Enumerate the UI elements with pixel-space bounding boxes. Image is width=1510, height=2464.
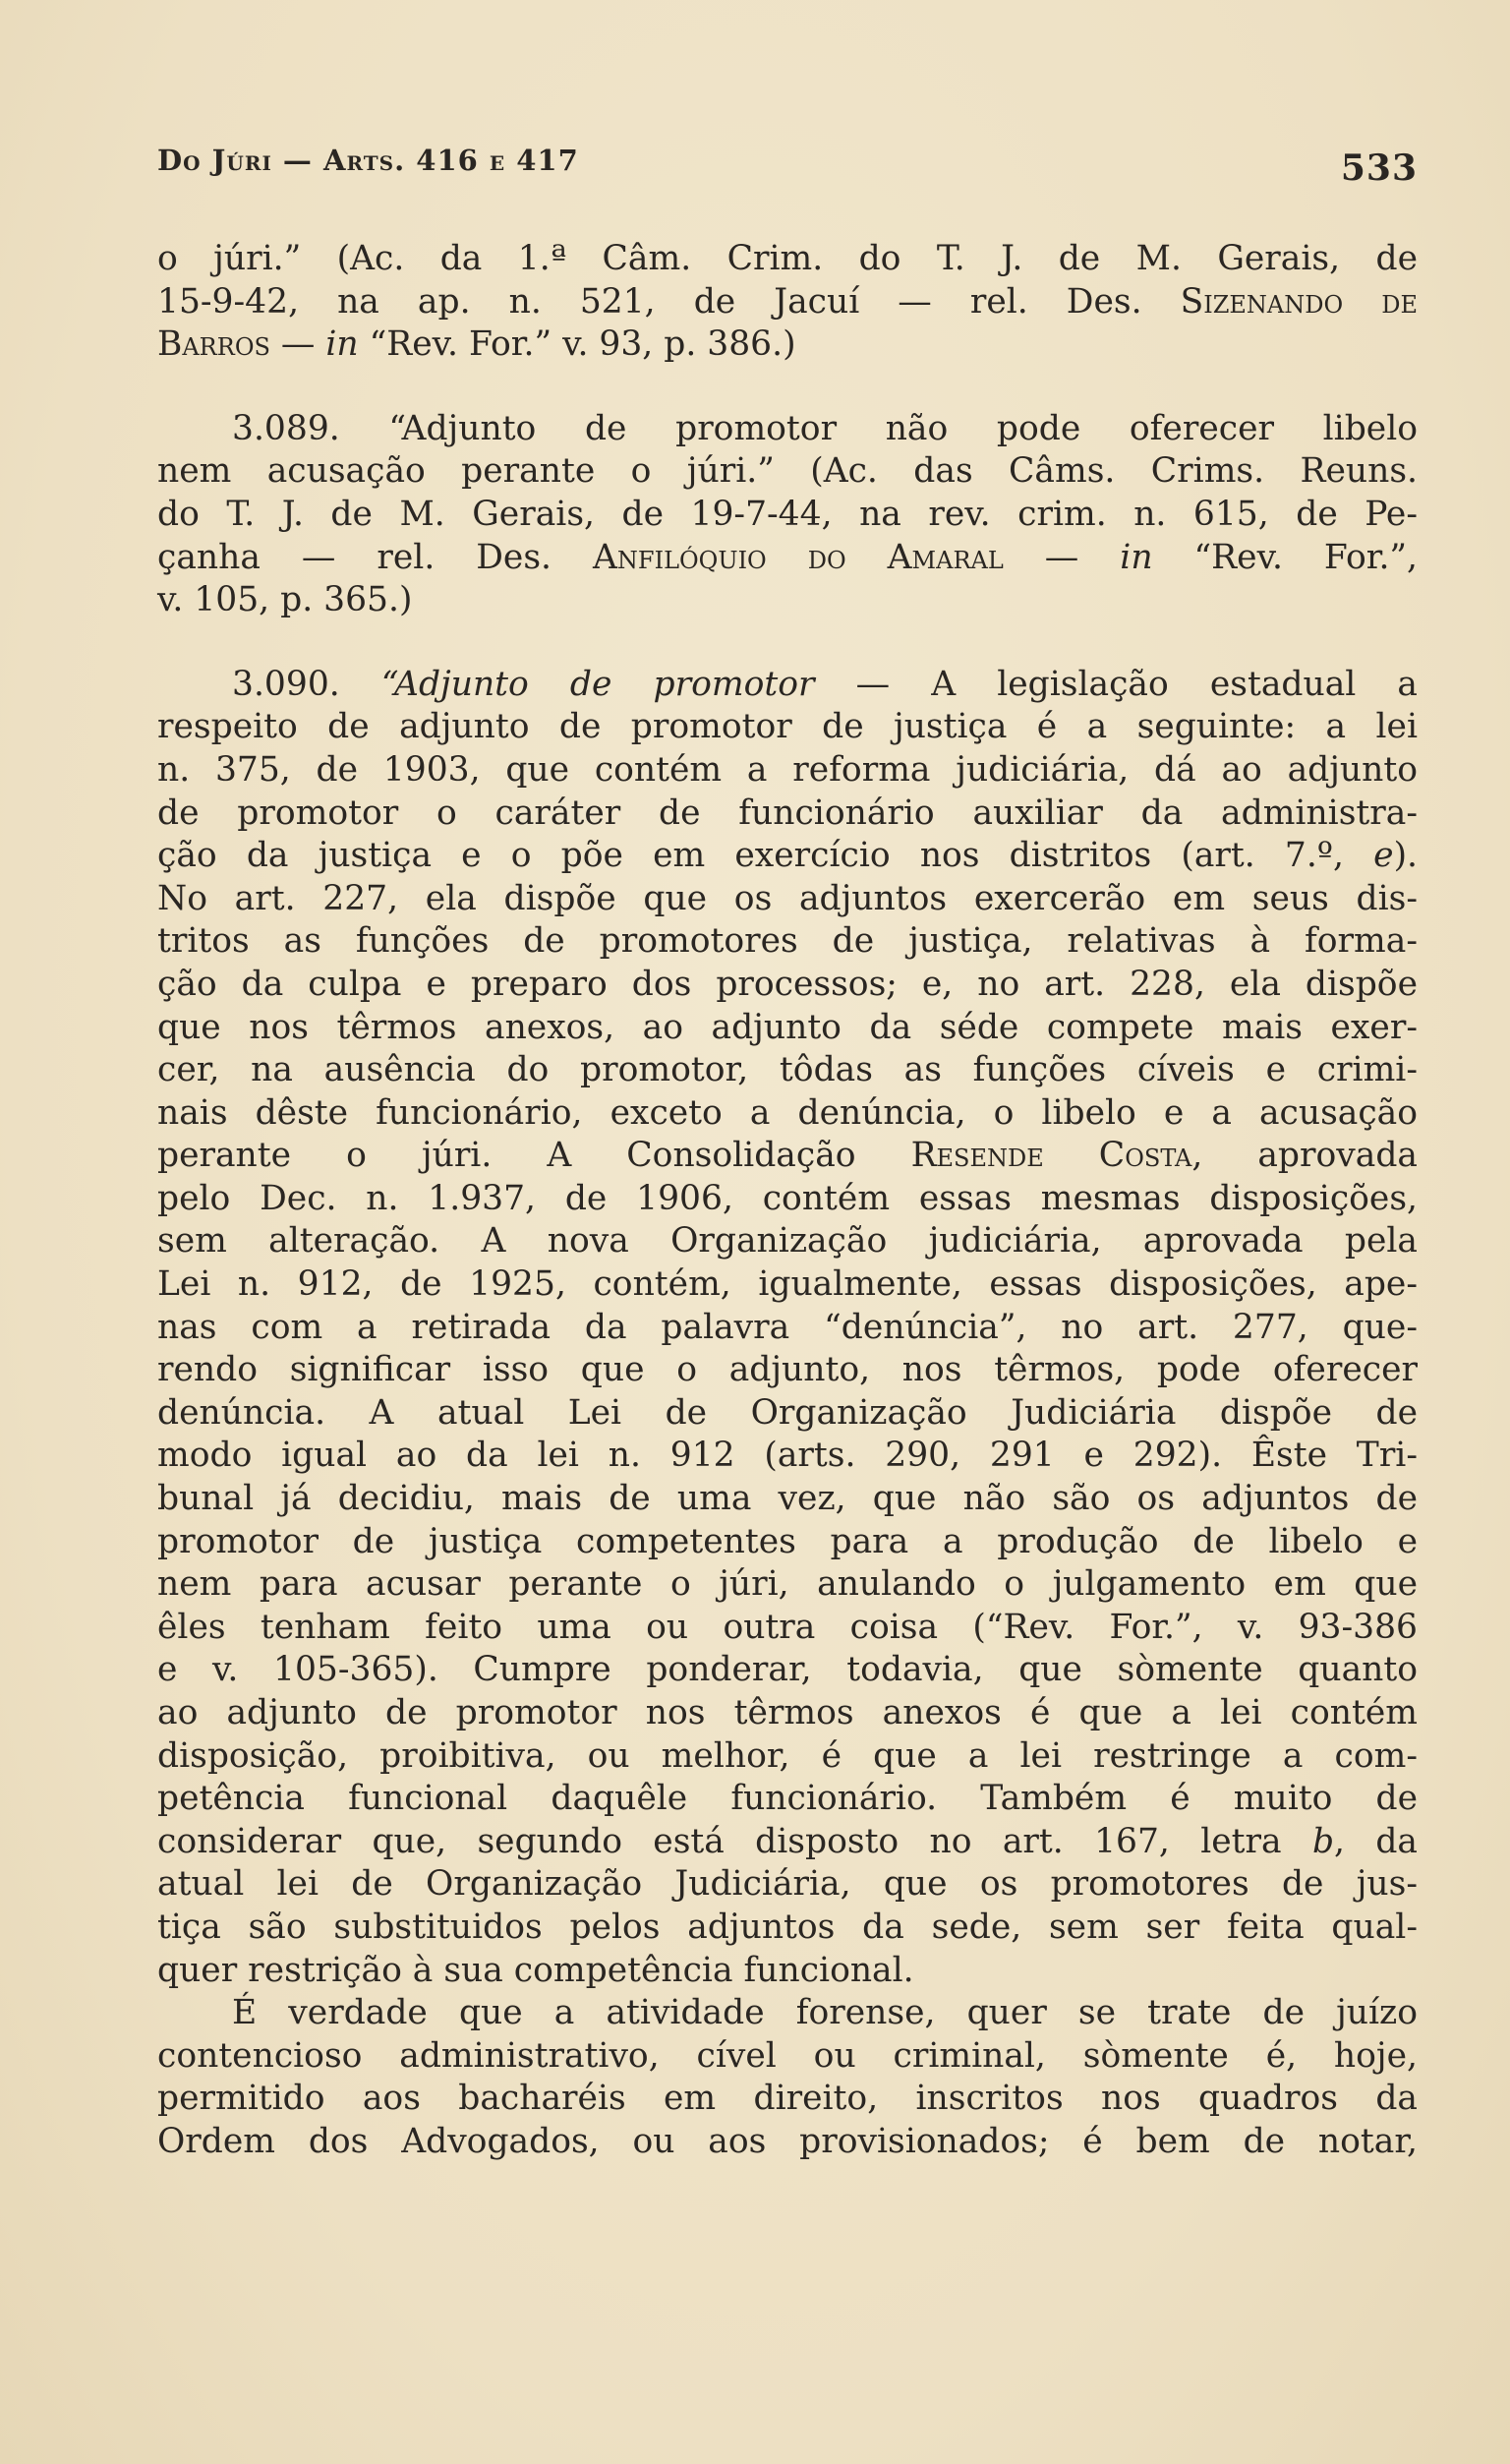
paragraph-verdade (157, 1992, 1418, 2163)
text-line: sem alteração. A nova Organização judiciária, aprovada pela (157, 1221, 1418, 1261)
page-number: 533 (1340, 147, 1418, 189)
text-line: nas com a retirada da palavra “denúncia”, no art. 277, que- (157, 1307, 1418, 1347)
text-run: — (1003, 537, 1121, 577)
text-run: “Rev. For.” v. 93, p. 386.) (358, 324, 796, 365)
text-line: Ordem dos Advogados, ou aos provisionados; é bem de notar, (157, 2121, 1418, 2161)
text-line (157, 835, 1418, 878)
text-run-italic: in (1120, 537, 1153, 577)
text-run: , aprovada (1191, 1136, 1418, 1176)
text-line (157, 323, 1418, 367)
text-run-italic: e (1373, 836, 1394, 876)
running-head (157, 138, 1418, 187)
text-line: nais dêste funcionário, exceto a denúncia, o libelo e a acusação (157, 1092, 1418, 1133)
text-run: — (269, 324, 326, 365)
text-line (157, 664, 1418, 707)
text-run: ção da justiça e o põe em exercício nos distritos (art. 7.º, (157, 836, 1374, 876)
text-line: quer restrição à sua competência funcional. (157, 1950, 914, 1990)
text-line: denúncia. A atual Lei de Organização Judiciária dispõe de (157, 1392, 1418, 1433)
book-page (157, 138, 1418, 2164)
text-line: No art. 227, ela dispõe que os adjuntos exercerão em seus dis- (157, 878, 1418, 918)
text-line: o júri.” (Ac. da 1.ª Câm. Crim. do T. J. de M. Gerais, de (157, 239, 1418, 278)
text-line: contencioso administrativo, cível ou criminal, sòmente é, hoje, (157, 2035, 1418, 2076)
text-line (157, 537, 1418, 580)
body-text (157, 238, 1418, 2164)
text-run: “Rev. For.”, (1152, 537, 1419, 577)
text-line: tiça são substituidos pelos adjuntos da sede, sem ser feita qual- (157, 1907, 1418, 1947)
text-line: tritos as funções de promotores de justiça, relativas à forma- (157, 921, 1418, 962)
text-line: pelo Dec. n. 1.937, de 1906, contém essas mesmas disposições, (157, 1178, 1418, 1218)
text-line: que nos têrmos anexos, ao adjunto da séde compete mais exer- (157, 1007, 1418, 1047)
running-head-title: Do Júri — Arts. 416 e 417 (157, 144, 579, 177)
text-line: e v. 105-365). Cumpre ponderar, todavia, que sòmente quanto (157, 1650, 1418, 1690)
text-line: êles tenham feito uma ou outra coisa (“Rev. For.”, v. 93-386 (157, 1607, 1418, 1647)
text-run-italic: in (325, 324, 359, 365)
text-line: modo igual ao da lei n. 912 (arts. 290, 291 e 292). Êste Tri- (157, 1436, 1418, 1476)
text-line: cer, na ausência do promotor, tôdas as funções cíveis e crimi- (157, 1050, 1418, 1090)
text-line: É verdade que a atividade forense, quer se trate de juízo (232, 1993, 1418, 2033)
text-line: disposição, proibitiva, ou melhor, é que a lei restringe a com- (157, 1735, 1418, 1776)
text-line (157, 1821, 1418, 1864)
judge-name: Sizenando de (1180, 281, 1418, 322)
text-run: çanha — rel. Des. (157, 537, 594, 577)
text-line (157, 281, 1418, 324)
text-line: nem acusação perante o júri.” (Ac. das Câms. Crims. Reuns. (157, 451, 1418, 492)
text-line: atual lei de Organização Judiciária, que os promotores de jus- (157, 1864, 1418, 1905)
text-run: perante o júri. A Consolidação (157, 1136, 911, 1176)
text-run: considerar que, segundo está disposto no art. 167, letra (157, 1821, 1312, 1861)
text-line: Lei n. 912, de 1925, contém, igualmente, essas disposições, ape- (157, 1264, 1418, 1305)
text-line: petência funcional daquêle funcionário. Também é muito de (157, 1779, 1418, 1819)
text-line: de promotor o caráter de funcionário auxiliar da administra- (157, 792, 1418, 833)
text-line: promotor de justiça competentes para a produção de libelo e (157, 1521, 1418, 1561)
text-line: ao adjunto de promotor nos têrmos anexos é que a lei contém (157, 1693, 1418, 1732)
text-run: , da (1334, 1821, 1419, 1861)
text-line: respeito de adjunto de promotor de justiça é a seguinte: a lei (157, 707, 1418, 747)
text-line: bunal já decidiu, mais de uma vez, que não são os adjuntos de (157, 1479, 1418, 1519)
text-run: 15-9-42, na ap. n. 521, de Jacuí — rel. Des. (157, 281, 1181, 322)
text-run: — A legislação estadual a (814, 664, 1418, 704)
paragraph-continuation (157, 238, 1418, 367)
text-line: n. 375, de 1903, que contém a reforma judiciária, dá ao adjunto (157, 749, 1418, 790)
text-line: do T. J. de M. Gerais, de 19-7-44, na rev. crim. n. 615, de Pe- (157, 494, 1418, 534)
text-line: ção da culpa e preparo dos processos; e, no art. 228, ela dispõe (157, 964, 1418, 1004)
author-name: Resende Costa (910, 1136, 1192, 1176)
text-line: v. 105, p. 365.) (157, 580, 413, 620)
text-line: permitido aos bacharéis em direito, inscritos nos quadros da (157, 2079, 1418, 2119)
text-run: 3.090. (232, 664, 381, 704)
text-line: nem para acusar perante o júri, anulando o julgamento em que (157, 1564, 1418, 1605)
paragraph-3089 (157, 408, 1418, 622)
text-run-italic: “Adjunto de promotor (380, 664, 815, 704)
text-run: ). (1393, 836, 1418, 876)
text-line (157, 1135, 1418, 1178)
text-run-italic: b (1311, 1821, 1335, 1861)
judge-name: Barros (157, 324, 270, 365)
text-line: 3.089. “Adjunto de promotor não pode oferecer libelo (232, 408, 1418, 448)
paragraph-3090 (157, 664, 1418, 1992)
judge-name: Anfilóquio do Amaral (593, 537, 1004, 577)
text-line: rendo significar isso que o adjunto, nos têrmos, pode oferecer (157, 1350, 1418, 1390)
